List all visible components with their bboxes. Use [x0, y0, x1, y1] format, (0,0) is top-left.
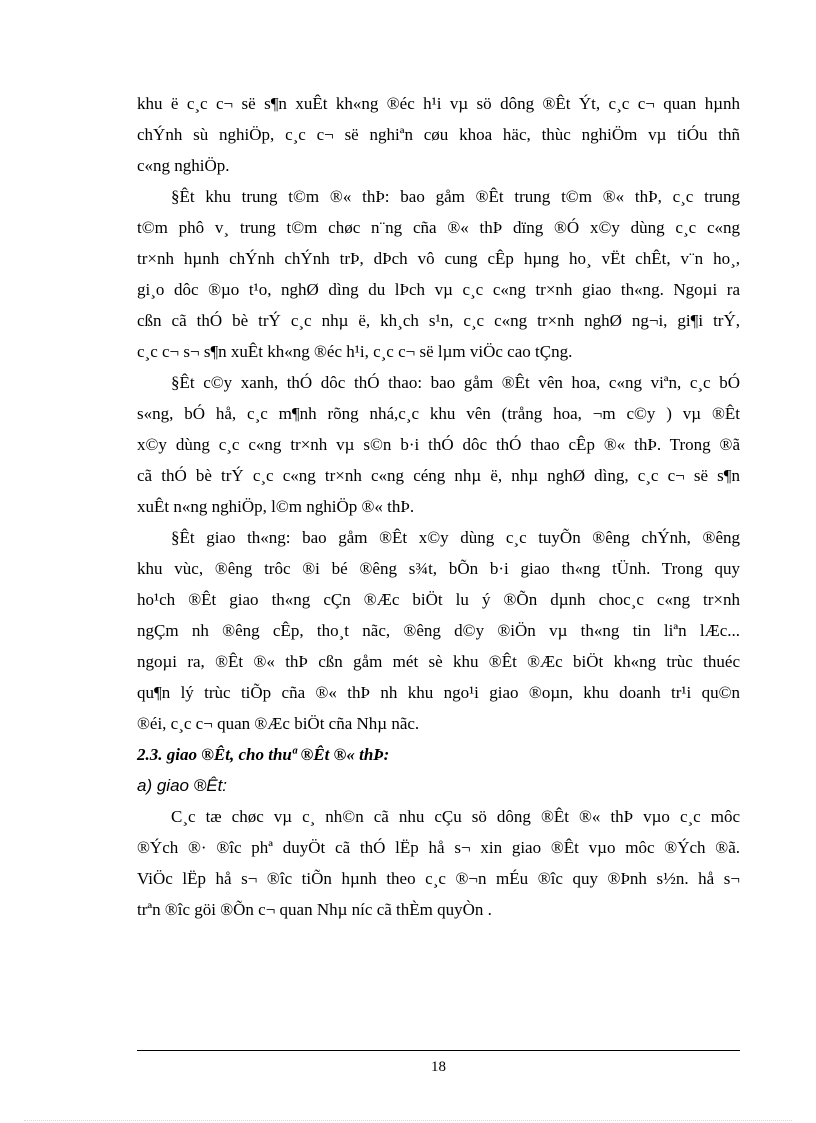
paragraph-3 [137, 367, 740, 522]
text-line: t©m phô v¸ trung t©m chøc n¨ng cña ®« thÞ dïng ®Ó x©y dùng c¸c c«ng [137, 218, 740, 237]
text-line: §Êt giao th«ng: bao gåm ®Êt x©y dùng c¸c tuyÕn ®êng chÝnh, ®êng [171, 528, 740, 547]
text-line: qu¶n lý trùc tiÕp cña ®« thÞ nh khu ngo¹i giao ®oµn, khu doanh tr¹i qu©n [137, 683, 740, 702]
text-line: khu ë c¸c c¬ së s¶n xuÊt kh«ng ®éc h¹i vµ sö dông ®Êt Ýt, c¸c c¬ quan hµnh [137, 94, 740, 113]
text-line: ®Ých ®· ®îc phª duyÖt cã thÓ lËp hå s¬ xin giao ®Êt vµo môc ®Ých ®ã. [137, 838, 740, 857]
text-line: gi¸o dôc ®µo t¹o, nghØ dìng du lÞch vµ c¸c c«ng tr×nh giao th«ng. Ngoµi ra [137, 280, 740, 299]
paragraph-5 [137, 801, 740, 925]
text-line: chÝnh sù nghiÖp, c¸c c¬ së nghiªn cøu khoa häc, thùc nghiÖm vµ tiÓu thñ [137, 125, 740, 144]
page-body [137, 88, 740, 925]
text-line: cã thÓ bè trÝ c¸c c«ng tr×nh c«ng céng nhµ ë, nhµ nghØ dìng, c¸c c¬ së s¶n [137, 466, 740, 485]
text-line: ho¹ch ®Êt giao th«ng cÇn ®Æc biÖt lu ý ®Õn dµnh choc¸c c«ng tr×nh [137, 590, 740, 609]
text-line: ®éi, c¸c c¬ quan ®Æc biÖt cña Nhµ nãc. [137, 714, 420, 733]
text-line: ViÖc lËp hå s¬ ®îc tiÕn hµnh theo c¸c ®¬n mÉu ®îc quy ®Þnh s½n. hå s¬ [137, 869, 740, 888]
text-line: §Êt khu trung t©m ®« thÞ: bao gåm ®Êt trung t©m ®« thÞ, c¸c trung [171, 187, 740, 206]
text-line: x©y dùng c¸c c«ng tr×nh vµ s©n b·i thÓ dôc thÓ thao cÊp ®« thÞ. Trong ®ã [137, 435, 740, 454]
text-line: s«ng, bÓ hå, c¸c m¶nh rõng nhá,c¸c khu vên (trång hoa, ¬m c©y ) vµ ®Êt [137, 404, 740, 423]
text-line: ngoµi ra, ®Êt ®« thÞ cßn gåm mét sè khu ®Êt ®Æc biÖt kh«ng trùc thuéc [137, 652, 740, 671]
text-line: trªn ®îc göi ®Õn c¬ quan Nhµ níc cã thÈm quyÒn . [137, 900, 492, 919]
text-line: c¸c c¬ s¬ s¶n xuÊt kh«ng ®éc h¹i, c¸c c¬ së lµm viÖc cao tÇng. [137, 342, 573, 361]
text-line: xuÊt n«ng nghiÖp, l©m nghiÖp ®« thÞ. [137, 497, 415, 516]
footer-divider [137, 1050, 740, 1051]
text-line: cßn cã thÓ bè trÝ c¸c nhµ ë, kh¸ch s¹n, c¸c c«ng tr×nh nghØ ng¬i, gi¶i trÝ, [137, 311, 740, 330]
paragraph-4 [137, 522, 740, 739]
text-line: khu vùc, ®êng trôc ®i bé ®êng s¾t, bÕn b·i giao th«ng tÜnh. Trong quy [137, 559, 740, 578]
paragraph-1 [137, 88, 740, 181]
paragraph-2 [137, 181, 740, 367]
text-line: §Êt c©y xanh, thÓ dôc thÓ thao: bao gåm ®Êt vên hoa, c«ng viªn, c¸c bÓ [171, 373, 740, 392]
subsection-heading: a) giao ®Êt: [137, 776, 228, 795]
text-line: C¸c tæ chøc vµ c¸ nh©n cã nhu cÇu sö dông ®Êt ®« thÞ vµo c¸c môc [171, 807, 740, 826]
text-line: tr×nh hµnh chÝnh chÝnh trÞ, dÞch vô cung cÊp hµng ho¸ vËt chÊt, v¨n ho¸, [137, 249, 740, 268]
page-boundary [24, 1120, 792, 1121]
section-heading: 2.3. giao ®Êt, cho thuª ®Êt ®« thÞ: [137, 745, 390, 764]
page-number: 18 [431, 1059, 446, 1075]
text-line: ngÇm nh ®êng cÊp, tho¸t nãc, ®êng d©y ®iÖn vµ th«ng tin liªn lÆc... [137, 621, 740, 640]
text-line: c«ng nghiÖp. [137, 156, 230, 175]
